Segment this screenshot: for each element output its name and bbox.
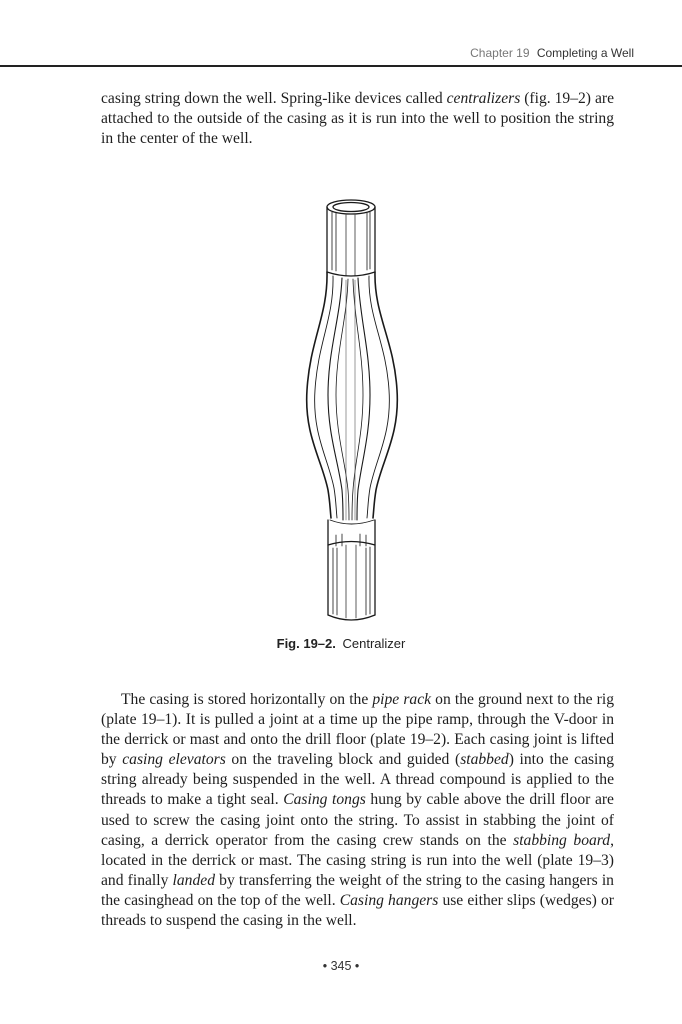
text-run: The casing is stored horizontally on the: [121, 691, 373, 708]
chapter-title: Completing a Well: [536, 46, 634, 60]
text-run: casing string down the well. Spring-like devices called: [101, 90, 447, 107]
chapter-label: Chapter 19: [470, 46, 530, 60]
term-stabbing-board: stabbing board: [513, 831, 611, 849]
centralizer-drawing: [270, 190, 420, 630]
bow-spring-left-outer: [307, 272, 331, 518]
top-collar-slot: [346, 215, 355, 276]
header-rule: [0, 65, 682, 67]
bow-spring-right-outer: [373, 272, 397, 518]
text-run: ) into the casing string already being suspended in the well. A thread compound is applied to the threads to make a tight seal.: [101, 751, 614, 809]
centralizer-illustration: [270, 190, 420, 630]
bottom-collar-hinge: [336, 534, 366, 546]
bow-spring-center-right: [357, 278, 370, 520]
figure-number: Fig. 19–2.: [276, 636, 336, 651]
paragraph-casing-procedure: [101, 690, 614, 931]
figure-caption: [0, 636, 682, 651]
text-run: use either slips (wedges) or threads to suspend the casing in the well.: [101, 891, 614, 930]
top-collar-sides: [327, 207, 375, 272]
text-run: by transferring the weight of the string to the casing hangers in the casinghead on the top of the well.: [101, 871, 614, 909]
text-run: on the traveling block and guided (: [225, 751, 461, 769]
term-casing-tongs: Casing tongs: [283, 791, 366, 809]
top-collar-bottom: [327, 272, 375, 276]
top-collar-shading: [332, 212, 370, 271]
bottom-collar-top: [328, 542, 375, 546]
page-number: • 345 •: [322, 959, 360, 973]
bottom-collar-slot: [346, 545, 356, 618]
bottom-collar-shading: [333, 547, 370, 615]
text-run: hung by cable above the drill floor are used to screw the casing joint onto the string. To assist in stabbing the joint of casing, a derrick operator from the casing crew stands on the: [101, 791, 614, 849]
term-landed: landed: [172, 871, 215, 889]
term-casing-hangers: Casing hangers: [339, 891, 439, 909]
term-pipe-rack: pipe rack: [372, 691, 432, 708]
paragraph-intro: [101, 89, 614, 149]
text-run: , located in the derrick or mast. The casing string is run into the well (plate 19–3) and finally: [101, 831, 614, 889]
bow-spring-center-left: [328, 278, 343, 520]
running-head: [470, 46, 634, 60]
bottom-collar-join: [330, 520, 374, 524]
term-stabbed: stabbed: [460, 751, 509, 769]
text-run: (fig. 19–2) are attached to the outside of the casing as it is run into the well to position the string in the center of the well.: [101, 90, 614, 148]
term-casing-elevators: casing elevators: [122, 751, 226, 769]
bottom-collar-base: [328, 615, 375, 620]
term-centralizers: centralizers: [446, 90, 521, 107]
text-run: on the ground next to the rig (plate 19–1). It is pulled a joint at a time up the pipe ramp, through the V-door in the derrick or mast and onto the drill floor (plate 19–2). Each casing joint is lifted by: [101, 691, 614, 769]
figure-caption-text: Centralizer: [342, 636, 406, 651]
bottom-collar-sides: [328, 520, 375, 615]
